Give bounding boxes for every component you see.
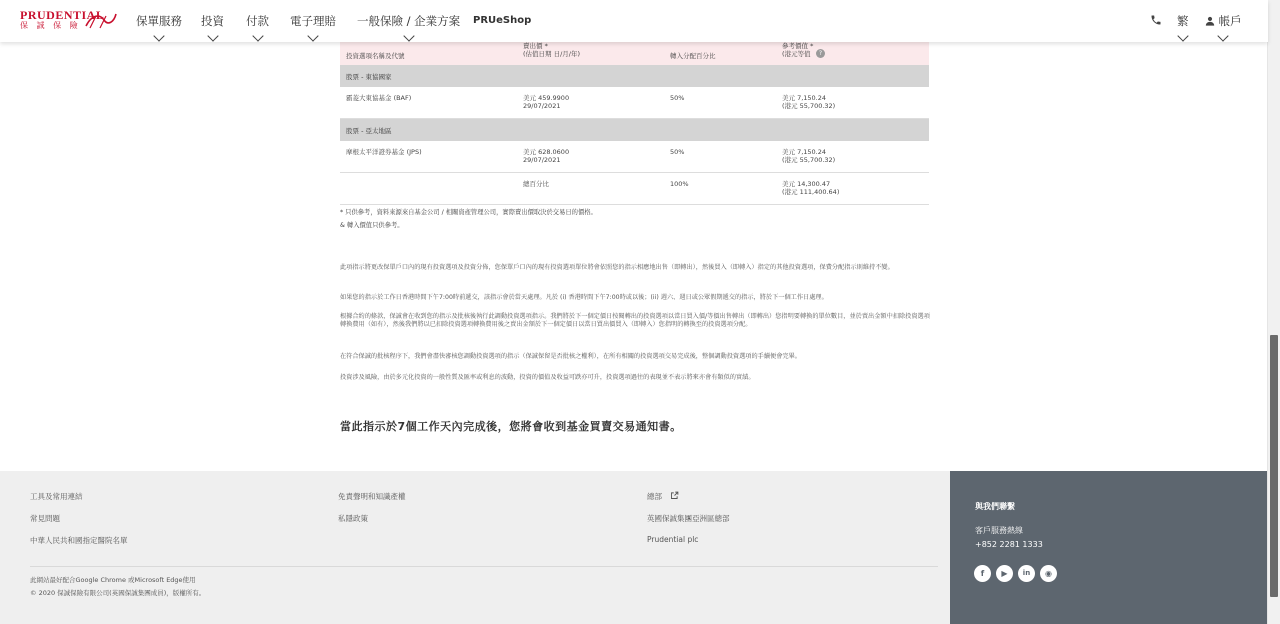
chevron-down-icon — [252, 30, 263, 41]
approval-paragraph: 在符合保誠的批核程序下，我們會盡快審核您調動投資選項的指示（保誠保留是否批核之權利），在所有相關的投資選項交易完成後，整個調動投資選項的手續便會完畢。 — [340, 353, 801, 360]
section-title: 股票 - 東協國家 — [346, 73, 392, 81]
page-scrollbar[interactable] — [1267, 0, 1280, 624]
total-row — [340, 173, 929, 205]
column-header-price-sub: (估值日期 日/月/年) — [523, 50, 581, 58]
contact-title: 與我們聯繫 — [975, 502, 1015, 511]
chevron-down-icon — [1177, 30, 1188, 41]
reference-value-hkd: (港元 55,700.32) — [782, 156, 836, 164]
reference-value: 美元 7,150.24 — [782, 148, 827, 156]
footer-link-tools[interactable]: 工具及常用連結 — [30, 492, 83, 501]
nav-label: 保單服務 — [136, 14, 182, 28]
logo-text: PRUDENTIAL — [20, 8, 105, 22]
table-row — [340, 141, 929, 173]
footer-link-prudential-plc[interactable]: Prudential plc — [647, 535, 699, 544]
fund-name: 摩根太平洋證券基金 (JPS) — [346, 148, 422, 156]
chevron-down-icon — [307, 30, 318, 41]
total-label: 總百分比 — [523, 180, 549, 188]
column-header-fund: 投資選項名稱及代號 — [346, 52, 405, 60]
top-navigation-bar — [0, 0, 1268, 42]
footer — [0, 471, 950, 624]
fund-name: 霸菱大東協基金 (BAF) — [346, 94, 412, 102]
cutoff-time-paragraph: 如果您的指示於工作日香港時間下午7:00時前遞交，該指示會於當天處理。凡於 (i) 香港時間下午7:00時或以後；(ii) 週六、週日或公眾假期遞交的指示，將於下一個工作日處理。 — [340, 294, 828, 301]
nav-label: 投資 — [201, 14, 224, 28]
footer-link-asia-hq[interactable]: 英國保誠集團亞洲區總部 — [647, 514, 730, 523]
youtube-icon[interactable]: ▶ — [996, 565, 1013, 582]
reference-value: 美元 7,150.24 — [782, 94, 827, 102]
fund-price: 美元 628.0600 — [523, 148, 570, 156]
total-value-hkd: (港元 111,400.64) — [782, 188, 840, 196]
table-header-row — [340, 42, 929, 65]
nav-payment[interactable] — [246, 13, 269, 40]
footnote-price: * 只供參考，資料來源來自基金公司 / 相關資產管理公司，實際賣出價取決於交易日的價格。 — [340, 209, 597, 216]
nav-label: 付款 — [246, 14, 269, 28]
chevron-down-icon — [207, 30, 218, 41]
footer-divider — [30, 566, 938, 567]
copyright: © 2020 保誠保險有限公司(英國保誠集團成員)，版權所有。 — [30, 589, 206, 597]
section-asia-pacific — [340, 119, 929, 141]
section-title: 股票 - 亞太地區 — [346, 127, 392, 135]
footer-link-hospitals[interactable]: 中華人民共和國指定醫院名單 — [30, 536, 128, 545]
language-switch[interactable] — [1177, 13, 1189, 40]
hotline-number[interactable]: +852 2281 1333 — [975, 540, 1043, 549]
execution-paragraph: 根據合約的條款，保誠會在收到您的指示及批核後執行此調動投資選項指示。我們將於下一個定價日按閱轉出的投資選項以當日買入價/等價出售轉出（即轉出）您指明要轉換的單位數目，並於賣出金額中扣除投資選項轉換費用（如有），然後我們將以已扣除投資選項轉換費用後之賣出金額於下一個定價日以當日買出價買入（即轉入）您指明的轉換至的投資選項分配。 — [340, 313, 930, 328]
language-label: 繁 — [1177, 14, 1189, 28]
fund-price: 美元 459.9900 — [523, 94, 570, 102]
nav-pruesshop-link[interactable]: PRUeShop — [473, 15, 532, 26]
account-label: 帳戶 — [1218, 14, 1242, 28]
total-percent: 100% — [670, 180, 689, 188]
browser-note: 此網站最好配合Google Chrome 或Microsoft Edge使用 — [30, 576, 196, 584]
footer-link-privacy[interactable]: 私隱政策 — [338, 514, 368, 523]
account-menu[interactable] — [1205, 13, 1242, 40]
valuation-date: 29/07/2021 — [523, 102, 561, 110]
facebook-icon[interactable]: f — [974, 565, 991, 582]
nav-label: 電子理賠 — [290, 14, 336, 28]
column-header-price: 賣出價 * — [523, 42, 548, 50]
instruction-paragraph: 此項指示將更改保單戶口內的現有投資選項及投資分佈，您保單戶口內的現有投資選項單位將會依照您的指示相應地出售（即轉出），然後買入（即轉入）指定的其他投資選項，保費分配指示則維持不變。 — [340, 264, 894, 271]
fund-switch-table — [340, 42, 929, 205]
footer-link-disclaimer[interactable]: 免責聲明和知識產權 — [338, 492, 406, 501]
footer-link-faq[interactable]: 常見問題 — [30, 514, 60, 523]
nav-policy-services[interactable] — [136, 13, 182, 40]
reference-value-hkd: (港元 55,700.32) — [782, 102, 836, 110]
completion-notice: 當此指示於7個工作天內完成後，您將會收到基金買賣交易通知書。 — [340, 420, 682, 433]
hotline-label: 客戶服務熱線 — [975, 526, 1023, 535]
nav-general-insurance[interactable] — [357, 13, 460, 40]
linkedin-icon[interactable]: in — [1018, 565, 1035, 582]
valuation-date: 29/07/2021 — [523, 156, 561, 164]
column-header-percent: 轉入分配百分比 — [670, 52, 716, 60]
allocation-percent: 50% — [670, 148, 685, 156]
logo-mark-icon — [80, 10, 118, 30]
phone-icon[interactable] — [1150, 14, 1162, 26]
chevron-down-icon — [1218, 30, 1229, 41]
wechat-icon[interactable]: ◉ — [1040, 565, 1057, 582]
contact-panel — [950, 471, 1268, 624]
column-header-ref-sub: (港元等值 — [782, 50, 811, 58]
prudential-logo[interactable] — [20, 9, 104, 31]
total-value: 美元 14,300.47 — [782, 180, 831, 188]
risk-paragraph: 投資涉及風險，由於多元化投資的一般性質及匯率或利息的波動，投資的價值及收益可跌亦可升，投資選項過往的表現並不表示將來亦會有類似的實績。 — [340, 374, 755, 381]
logo-subtext: 保 誠 保 險 — [20, 21, 81, 30]
headquarters-label: 總部 — [647, 492, 662, 501]
footnote-value: & 轉入價值只供參考。 — [340, 222, 404, 229]
external-link-icon — [670, 491, 679, 500]
allocation-percent: 50% — [670, 94, 685, 102]
nav-label: 一般保險 / 企業方案 — [357, 14, 461, 28]
nav-e-claims[interactable] — [290, 13, 336, 40]
column-header-ref-value: 參考價值 * — [782, 42, 814, 50]
table-footnotes — [340, 206, 597, 232]
scrollbar-thumb[interactable] — [1270, 335, 1278, 597]
chevron-down-icon — [403, 30, 414, 41]
section-asean — [340, 65, 929, 87]
nav-investment[interactable] — [201, 13, 224, 40]
user-icon — [1205, 16, 1215, 26]
info-icon[interactable]: ? — [816, 49, 825, 58]
table-row — [340, 87, 929, 119]
footer-link-headquarters[interactable] — [647, 491, 679, 502]
chevron-down-icon — [153, 30, 164, 41]
